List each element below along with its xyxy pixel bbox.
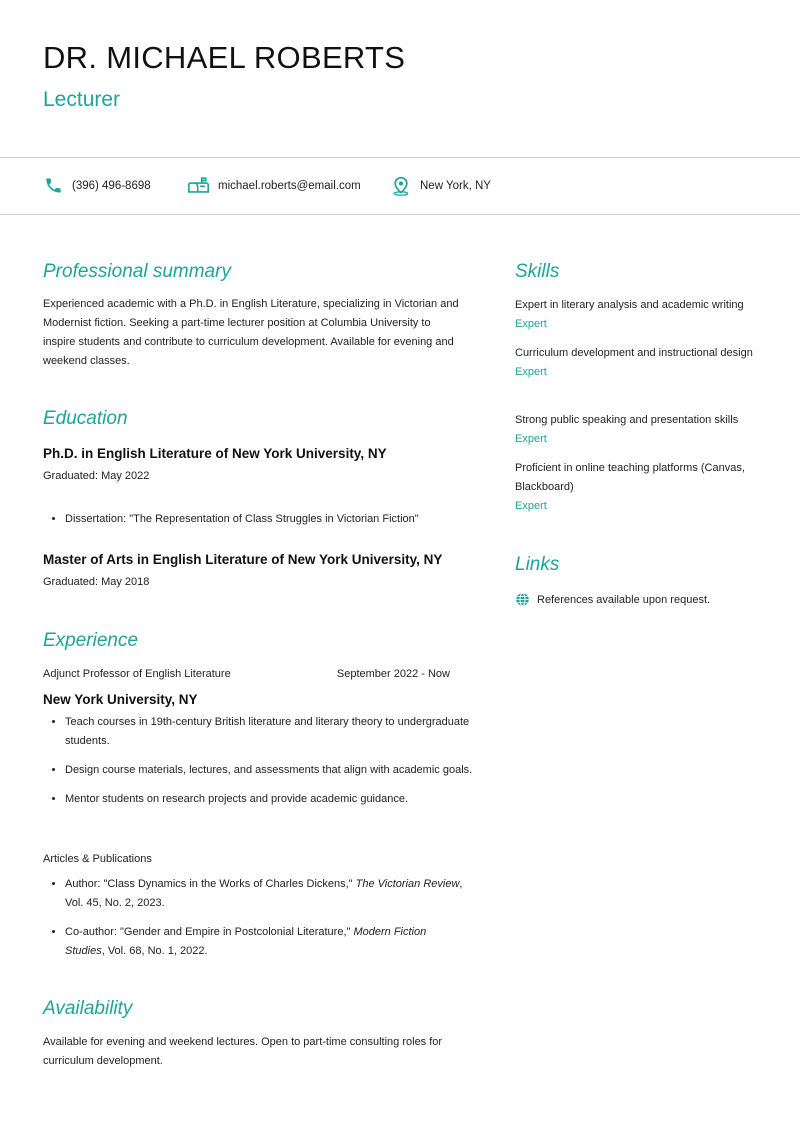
candidate-name: DR. MICHAEL ROBERTS [43,40,406,75]
education-bullets [43,510,485,539]
education-heading: Education [43,408,128,429]
skill-level: Expert [515,366,547,378]
skill-item [515,296,765,334]
globe-icon [515,592,530,607]
email-text: michael.roberts@email.com [218,179,361,192]
list-item: • Design course materials, lectures, and assessments that align with academic goals. [65,761,485,780]
list-item: • Author: "Class Dynamics in the Works of Charles Dickens," The Victorian Review, Vol. 45, No. 2, 2023. [65,875,465,913]
location-pin-icon [391,176,411,196]
job-role: Adjunct Professor of English Literature [43,668,231,680]
summary-text: Experienced academic with a Ph.D. in English Literature, specializing in Victorian and Modernist fiction. Seeking a part-time lecturer position at Columbia University to inspire students and contribute to curriculum development. Available for evening and weekend classes. [43,298,459,367]
summary-heading: Professional summary [43,261,231,282]
skill-name: Expert in literary analysis and academic writing [515,299,744,311]
list-item: • Co-author: "Gender and Empire in Postcolonial Literature," Modern Fiction Studies, Vol. 68, No. 1, 2022. [65,923,465,961]
skill-level: Expert [515,433,547,445]
list-item: • Mentor students on research projects and provide academic guidance. [65,790,485,809]
skill-name: Proficient in online teaching platforms (Canvas, Blackboard) [515,462,745,493]
list-item: • Dissertation: "The Representation of Class Struggles in Victorian Fiction" [65,510,485,529]
link-item[interactable] [515,592,710,607]
availability-heading: Availability [43,998,133,1019]
contact-phone[interactable] [44,176,151,195]
degree-title: Master of Arts in English Literature of New York University, NY [43,552,443,567]
employer-name: New York University, NY [43,692,198,707]
skill-name: Strong public speaking and presentation skills [515,414,739,426]
skill-item [515,459,765,516]
contact-email[interactable] [188,176,361,195]
graduation-date: Graduated: May 2022 [43,470,150,482]
location-text: New York, NY [420,180,491,192]
skills-heading: Skills [515,261,560,282]
journal-title: The Victorian Review [355,878,460,890]
mailbox-icon [188,176,209,195]
experience-bullets [43,713,485,819]
journal-title: Modern Fiction Studies [65,926,427,957]
degree-title: Ph.D. in English Literature of New York University, NY [43,446,387,461]
publications-heading: Articles & Publications [43,853,152,865]
skill-item [515,411,765,449]
job-title: Lecturer [43,88,121,111]
phone-icon [44,176,63,195]
experience-heading: Experience [43,630,139,651]
skill-name: Curriculum development and instructional design [515,347,753,359]
contact-bar [0,157,800,215]
links-heading: Links [515,554,560,575]
job-dates: September 2022 - Now [336,668,450,680]
skill-level: Expert [515,500,547,512]
link-text: References available upon request. [537,593,711,606]
publications-list [43,875,465,971]
contact-location[interactable] [391,176,491,196]
list-item: • Teach courses in 19th-century British literature and literary theory to undergraduate students. [65,713,485,751]
availability-text: Available for evening and weekend lectures. Open to part-time consulting roles for curriculum development. [43,1036,443,1067]
graduation-date: Graduated: May 2018 [43,576,150,588]
skill-level: Expert [515,318,547,330]
phone-text: (396) 496-8698 [72,179,151,192]
skill-item [515,344,765,382]
resume-header [43,40,405,112]
